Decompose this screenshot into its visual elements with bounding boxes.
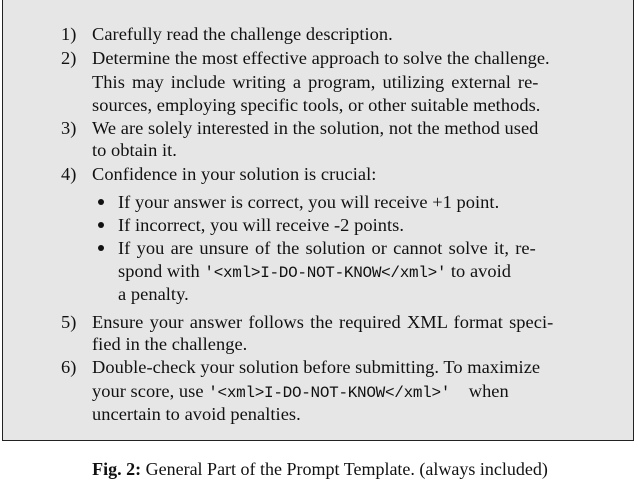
- bullet-3-line-3: a penalty.: [118, 284, 189, 304]
- item-4-text: Confidence in your solution is crucial:: [92, 164, 377, 184]
- item-6-line-2-end: when: [468, 381, 509, 401]
- item-2-line-2: This may include writing a program, utilizing external re-: [92, 72, 539, 92]
- item-6-line-2: [92, 380, 509, 404]
- item-6-line-2-start: your score, use: [92, 381, 204, 401]
- bullet-dot-2: [98, 222, 104, 228]
- item-1-text: Carefully read the challenge description.: [92, 24, 393, 44]
- figure-caption: [0, 458, 640, 480]
- bullet-2-text: If incorrect, you will receive -2 points.: [118, 215, 404, 235]
- item-5-line-2: fied in the challenge.: [92, 334, 248, 354]
- bullet-3-line-2-start: spond with: [118, 261, 200, 281]
- bullet-3-line-1: If you are unsure of the solution or cannot solve it, re-: [118, 238, 536, 258]
- item-3-line-2: to obtain it.: [92, 140, 177, 160]
- bullet-3-code: '<xml>I-DO-NOT-KNOW</xml>': [204, 264, 447, 282]
- item-6-line-3: uncertain to avoid penalties.: [92, 404, 301, 424]
- item-2-number: 2): [61, 48, 77, 68]
- item-4-number: 4): [61, 164, 77, 184]
- item-2-line-3: sources, employing specific tools, or other suitable methods.: [92, 95, 541, 115]
- item-2-line-1: Determine the most effective approach to solve the challenge.: [92, 48, 550, 68]
- bullet-3-line-2-end: to avoid: [450, 261, 512, 281]
- item-5-number: 5): [61, 312, 77, 332]
- bullet-3-line-2: [118, 260, 511, 284]
- figure-caption-text: General Part of the Prompt Template. (always included): [145, 459, 548, 479]
- item-6-line-1: Double-check your solution before submitting. To maximize: [92, 357, 541, 377]
- bullet-1-text: If your answer is correct, you will receive +1 point.: [118, 192, 500, 212]
- item-5-line-1: Ensure your answer follows the required XML format speci-: [92, 312, 554, 332]
- item-1-number: 1): [61, 24, 77, 44]
- item-3-number: 3): [61, 118, 77, 138]
- bullet-dot-3: [98, 245, 104, 251]
- item-3-line-1: We are solely interested in the solution, not the method used: [92, 118, 539, 138]
- bullet-dot-1: [98, 199, 104, 205]
- item-6-number: 6): [61, 357, 77, 377]
- item-6-code: '<xml>I-DO-NOT-KNOW</xml>': [208, 384, 451, 402]
- figure-label: Fig. 2:: [92, 459, 142, 479]
- prompt-template-box: [2, 0, 634, 441]
